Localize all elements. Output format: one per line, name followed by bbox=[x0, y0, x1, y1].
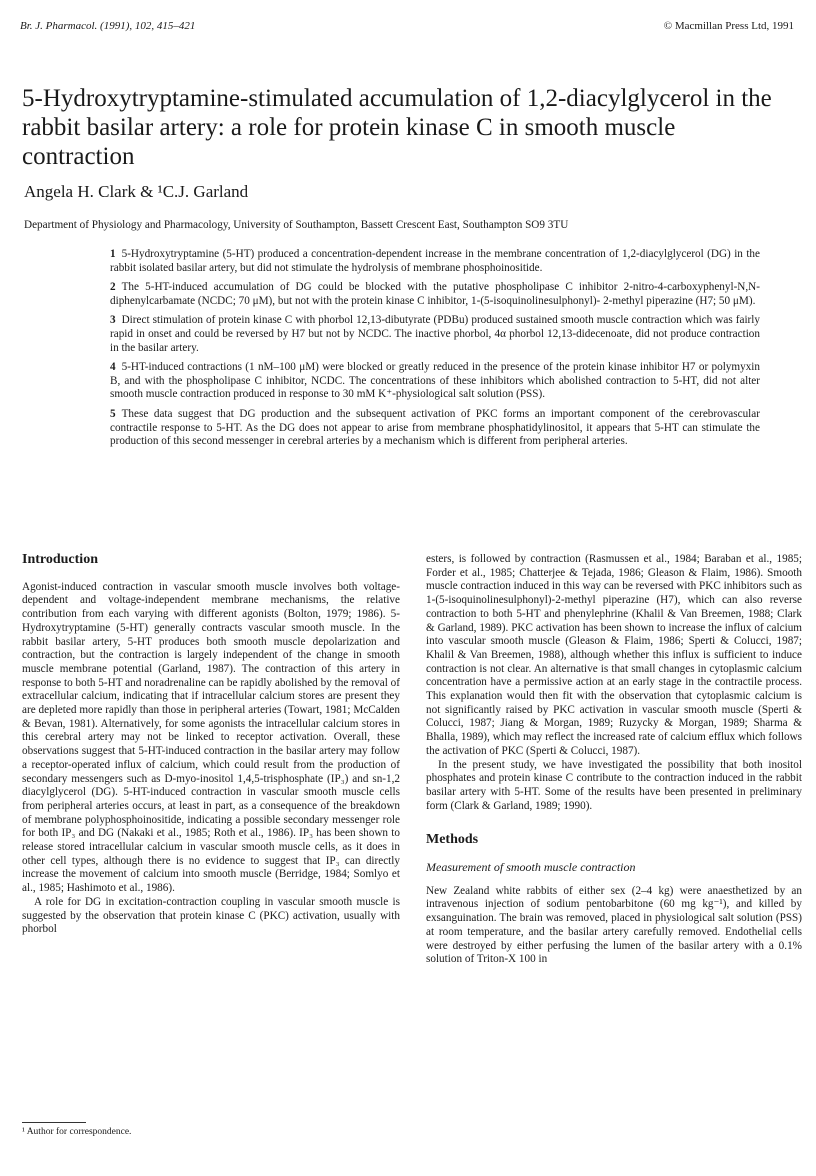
introduction-heading: Introduction bbox=[22, 552, 98, 567]
methods-subheading: Measurement of smooth muscle contraction bbox=[426, 860, 636, 875]
abstract-item: 3 Direct stimulation of protein kinase C with phorbol 12,13-dibutyrate (PDBu) produced sustained smooth muscle contraction which was fairly rapid in onset and could be reversed by H7 but not by NCDC. The inactive phorbol, 4α phorbol 12,13-didecenoate, did not produce contraction in the basilar artery. bbox=[110, 314, 760, 354]
footnote: ¹ Author for correspondence. bbox=[22, 1127, 132, 1137]
abstract-item: 5 These data suggest that DG production and the subsequent activation of PKC forms an important component of the cerebrovascular contractile response to 5-HT. As the DG does not appear to arise from membrane phosphatidylinositol, it appears that 5-HT can stimulate the production of this second messenger in cerebral arteries by a mechanism which is different from peripheral arteries. bbox=[110, 407, 760, 448]
intro-paragraph: Agonist-induced contraction in vascular smooth muscle involves both voltage-dependent and voltage-independent membrane mechanisms, the relative contribution from each varying with different agonists (Bolton, 1979; 1986). 5-Hydroxytryptamine (5-HT) generally contracts vascular smooth muscle. In the rabbit basilar artery, 5-HT produces both smooth muscle depolarization and contraction, but the contraction is largely independent of the change in smooth muscle membrane potential (Garland, 1987). The contraction of this artery in response to both 5-HT and noradrenaline can be rapidly abolished by the removal of extracellular calcium, indicating that if intracellular calcium stores are present they are depleted more rapidly than those in peripheral arteries (Towart, 1981; McCalden & Bevan, 1981). Alternatively, for some agonists the intracellular calcium stores in this cerebral artery may not be linked to receptor activation. Overall, these observations suggest that 5-HT-induced contraction in the basilar artery may follow a receptor-operated influx of calcium, which could result from the production of secondary messengers such as D-myo-inositol 1,4,5-trisphosphate (IP₃) and sn-1,2 diacylglycerol (DG). 5-HT-induced contraction in vascular smooth muscle cells from peripheral arteries occurs, at least in part, as a consequence of the breakdown of membrane polyphosphoinositide, indicating a possible secondary messenger role for both IP₃ and DG (Nakaki et al., 1985; Roth et al., 1986). IP₃ has been shown to release stored intracellular calcium in vascular smooth muscle cells, as it does in other cell types, although there is no evidence to suggest that IP₃ can directly increase the movement of calcium into smooth muscle (Berridge, 1984; Somlyo et al., 1985; Hashimoto et al., 1986). bbox=[22, 580, 400, 895]
affiliation: Department of Physiology and Pharmacology, University of Southampton, Bassett Crescent East, Southampton SO9 3TU bbox=[24, 219, 569, 231]
abstract-item: 2 The 5-HT-induced accumulation of DG could be blocked with the putative phospholipase C inhibitor 2-nitro-4-carboxyphenyl-N,N-diphenylcarbamate (NCDC; 70 μM), but not with the protein kinase C inhibitor, 1-(5-isoquinolinesulphonyl)- 2-methyl piperazine (H7; 50 μM). bbox=[110, 281, 760, 307]
author-list: Angela H. Clark & ¹C.J. Garland bbox=[24, 182, 249, 201]
intro-paragraph: A role for DG in excitation-contraction coupling in vascular smooth muscle is suggested by the observation that protein kinase C (PKC) activation, usually with phorbol bbox=[22, 895, 400, 936]
abstract-item: 4 5-HT-induced contractions (1 nM–100 μM) were blocked or greatly reduced in the presence of the protein kinase inhibitor H7 or polymyxin B, and with the phospholipase C inhibitor, NCDC. The concentrations of these inhibitors which abolished contraction to 5-HT, did not alter smooth muscle contraction produced in response to 30 mM K⁺-physiological salt solution (PSS). bbox=[110, 361, 760, 401]
running-header-copyright: © Macmillan Press Ltd, 1991 bbox=[663, 20, 794, 32]
running-header-journal bbox=[20, 20, 195, 32]
right-column bbox=[426, 553, 802, 967]
methods-paragraph: New Zealand white rabbits of either sex (2–4 kg) were anaesthetized by an intravenous injection of sodium pentobarbitone (60 mg kg⁻¹), and killed by exsanguination. The brain was removed, placed in physiological salt solution (PSS) at room temperature, and the basilar artery carefully removed. Endothelial cells were destroyed by either perfusing the lumen of the basilar artery with a 0.1% solution of Triton-X 100 in bbox=[426, 884, 802, 966]
footnote-rule bbox=[22, 1122, 86, 1123]
abstract bbox=[110, 248, 760, 455]
intro-paragraph: esters, is followed by contraction (Rasmussen et al., 1984; Baraban et al., 1985; Forder et al., 1985; Chatterjee & Tejada, 1986; Gleason & Flaim, 1986). Smooth muscle contraction induced in this way can be reversed with PKC inhibitors such as 1-(5-isoquinolinesulphonyl)-2-methyl piperazine (H7), which can also reverse contraction to both 5-HT and phenylephrine (Khalil & Van Breemen, 1988; Clark & Garland, 1989). PKC activation has been shown to increase the influx of calcium into vascular smooth muscle (Gleason & Flaim, 1986; Sperti & Colucci, 1987; Khalil & Van Breemen, 1988), although whether this influx is sufficient to induce contraction is not clear. An alternative is that small changes in cytoplasmic calcium concentration have a permissive action at an early stage in the contractile process. This explanation would then fit with the observation that cytoplasmic calcium is not significantly raised by PKC activation in vascular smooth muscle (Sperti & Colucci, 1987; Jiang & Morgan, 1989; Ruzycky & Morgan, 1989; Sharma & Bhalla, 1989), which may reflect the increased rate of calcium efflux which follows the activation of PKC (Sperti & Colucci, 1987). bbox=[426, 553, 802, 757]
journal-name: Br. J. Pharmacol. bbox=[20, 20, 98, 32]
intro-paragraph: In the present study, we have investigated the possibility that both inositol phosphates and protein kinase C contribute to the contraction induced in the rabbit basilar artery with 5-HT. Some of the results have been presented in preliminary form (Clark & Garland, 1989; 1990). bbox=[426, 758, 802, 812]
methods-heading: Methods bbox=[426, 832, 479, 848]
abstract-item: 1 5-Hydroxytryptamine (5-HT) produced a concentration-dependent increase in the membrane concentration of 1,2-diacylglycerol (DG) in the rabbit isolated basilar artery, but did not stimulate the hydrolysis of membrane phosphoinositide. bbox=[110, 248, 760, 274]
article-title: 5-Hydroxytryptamine-stimulated accumulation of 1,2-diacylglycerol in the rabbit basilar artery: a role for protein kinase C in smooth muscle contraction bbox=[22, 85, 772, 170]
journal-year-pages: (1991), 102, 415–421 bbox=[100, 20, 196, 32]
left-column bbox=[22, 552, 400, 937]
